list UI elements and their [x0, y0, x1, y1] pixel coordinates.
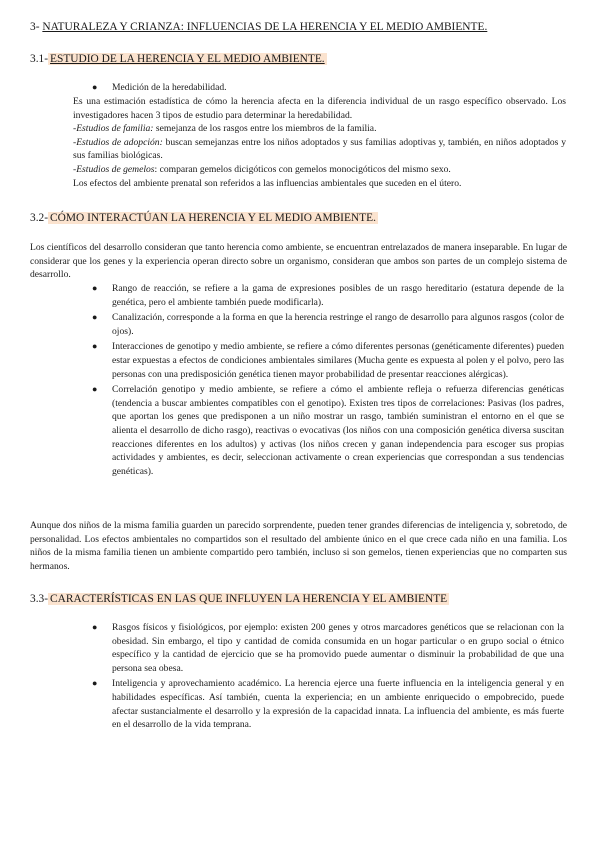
list-item: ● Inteligencia y aprovechamiento académico. La herencia ejerce una fuerte influencia en la inteligencia general y en habilidades específicas. Así también, cuenta la experiencia; en un ambiente enriquecido o empobrecido, puede afectar sustancialmente el desarrollo y la expresión de la capacidad innata. La influencia del ambiente, es más fuerte en el desarrollo de la vida temprana.: [92, 678, 564, 731]
prenatal-note: Los efectos del ambiente prenatal son referidos a las influencias ambientales que suceden en el útero.: [73, 177, 462, 189]
list-item: ● Interacciones de genotipo y medio ambiente, se refiere a cómo diferentes personas (genéticamente diferentes) pueden estar expuestas a efectos de condiciones ambientales similares (Mucha gente es expuesta al polen y el polvo, pero las personas con una predisposición genética tienen mayor probabilidad de presentar reacciones alérgicas).: [92, 341, 564, 380]
section-3-3-number: 3.3-: [30, 593, 49, 605]
list-item: ● Rasgos físicos y fisiológicos, por ejemplo: existen 200 genes y otros marcadores genéticos que se relacionan con la obesidad. Sin embargo, el tipo y cantidad de comida consumida en un hogar particular o en grupo social o étnico específico y la cantidad de ejercicio que se ha promovido puede aumentar o disminuir la probabilidad de que una persona sea obesa.: [92, 622, 564, 674]
study-label: -Estudios de adopción:: [73, 136, 163, 148]
list-item: ● Canalización, corresponde a la forma en que la herencia restringe el rango de desarrollo para algunos rasgos (color de ojos).: [92, 312, 564, 337]
study-label: -Estudios de familia:: [73, 123, 154, 135]
study-family: -Estudios de familia: semejanza de los rasgos entre los miembros de la familia.: [73, 123, 377, 135]
study-adoption: -Estudios de adopción: buscan semejanzas entre los niños adoptados y sus familias adoptivas y, también, en niños adoptados y sus familias biológicas.: [73, 136, 567, 162]
section-3-3-heading: [30, 592, 449, 606]
list-item: ● Rango de reacción, se refiere a la gama de expresiones posibles de un rasgo hereditario (estatura depende de la genética, pero el ambiente también puede modificarla).: [92, 283, 564, 308]
bullet-icon: ●: [92, 678, 98, 689]
bullet-icon: ●: [92, 312, 98, 323]
section-3-2-closing: Aunque dos niños de la misma familia guarden un parecido sorprendente, pueden tener grandes diferencias de inteligencia y, sobretodo, de personalidad. Los efectos ambientales no compartidos son el resultado del ambiente único en el que crece cada niño en una familia. Los niños de la misma familia tienen un ambiente compartido pero también, incluso si son gemelos, tienen experiencias que no comparten sus hermanos.: [30, 520, 567, 572]
bullet-icon: ●: [92, 384, 98, 395]
section-3-2-bullets: [92, 282, 564, 480]
section-3-1-heading: [30, 52, 327, 66]
section-3-1-body: [73, 95, 566, 190]
list-item: ● Medición de la heredabilidad.: [92, 82, 227, 93]
section-3-2-number: 3.2-: [30, 212, 49, 224]
section-3-3-bullets: [92, 621, 564, 734]
section-3-3-title: CARACTERÍSTICAS EN LAS QUE INFLUYEN LA HERENCIA Y EL AMBIENTE: [50, 593, 448, 605]
section-3-2-heading: [30, 211, 378, 225]
section-3-1-title: ESTUDIO DE LA HERENCIA Y EL MEDIO AMBIENTE.: [50, 53, 325, 65]
list-item: ● Correlación genotipo y medio ambiente, se refiere a cómo el ambiente refleja o refuerza diferencias genéticas (tendencia a buscar ambientes compatibles con el genotipo). Existen tres tipos de correlaciones: Pasivas (los padres, que aportan los genes que predisponen a un niño mostrar un rasgo, también suministran el entorno en el que se alienta el desarrollo de dicho rasgo), reactivas o evocativas (los niños con una composición genética diversa suscitan reacciones diferentes en los adultos) y activas (los niños crecen y ganan independencia para escoger sus propias actividades y ambientes, es decir, seleccionan activamente o crean experiencias que correspondan a sus tendencias genéticas).: [92, 384, 564, 477]
section-3-heading: [30, 20, 487, 34]
section-3-title: NATURALEZA Y CRIANZA: INFLUENCIAS DE LA HERENCIA Y EL MEDIO AMBIENTE.: [42, 21, 488, 33]
heritability-definition: Es una estimación estadística de cómo la herencia afecta en la diferencia individual de un rasgo específico observado. Los investigadores hacen 3 tipos de estudio para determinar la heredabilidad.: [73, 96, 566, 121]
bullet-icon: ●: [92, 622, 98, 632]
study-twins: -Estudios de gemelos: comparan gemelos dicigóticos con gemelos monocigóticos del mismo sexo.: [73, 163, 451, 175]
bullet-icon: ●: [92, 283, 98, 293]
section-3-1-number: 3.1-: [30, 53, 49, 65]
section-3-2-title: CÓMO INTERACTÚAN LA HERENCIA Y EL MEDIO AMBIENTE.: [50, 212, 376, 224]
study-label: -Estudios de gemelos: [73, 163, 155, 175]
section-3-number: 3-: [30, 21, 40, 33]
bullet-icon: ●: [92, 341, 98, 352]
section-3-2-intro: Los científicos del desarrollo consideran que tanto herencia como ambiente, se encuentran entrelazados de manera inseparable. En lugar de considerar que los genes y la experiencia operan directo sobre un organismo, consideran que ambos son partes de un complejo sistema de desarrollo.: [30, 242, 567, 281]
bullet-icon: ●: [92, 82, 98, 92]
